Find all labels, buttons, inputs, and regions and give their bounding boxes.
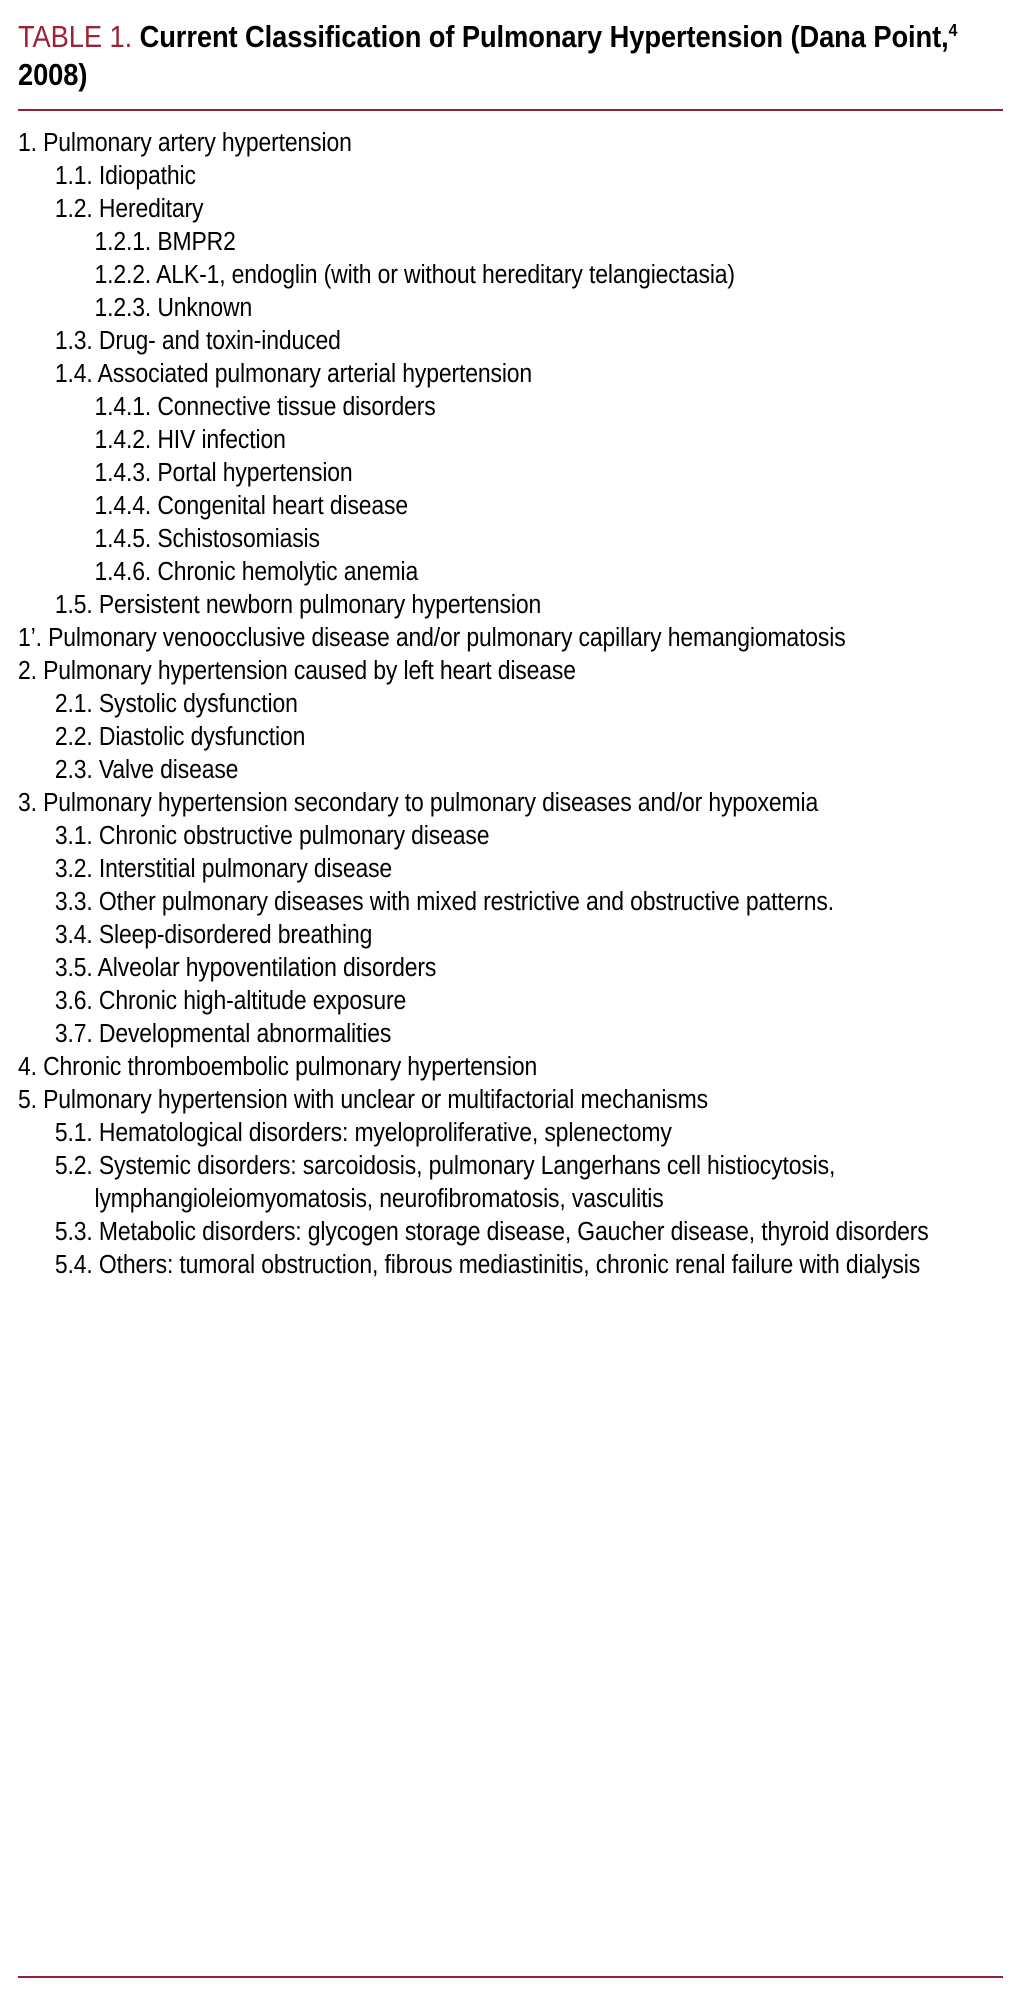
- classification-row: [18, 1249, 1002, 1282]
- classification-row: [18, 622, 1002, 655]
- classification-row: [18, 820, 1002, 853]
- classification-row-number: 5.2.: [54, 1152, 93, 1181]
- classification-row-label: Unknown: [151, 293, 253, 322]
- classification-row: [18, 1150, 1002, 1216]
- classification-row-number: 1.4.6.: [94, 558, 152, 587]
- classification-row-number: 1.5.: [54, 591, 93, 620]
- classification-row: [18, 193, 1002, 226]
- classification-row-number: 3.5.: [54, 954, 93, 983]
- classification-row-number: 3.3.: [54, 888, 93, 917]
- classification-row: [18, 1117, 1002, 1150]
- classification-row-content: [18, 985, 1020, 1018]
- classification-row-label: Hereditary: [92, 194, 204, 223]
- classification-row-label: Systolic dysfunction: [92, 690, 298, 719]
- classification-row-content: [18, 1051, 1020, 1084]
- classification-row-content: [18, 226, 1020, 259]
- classification-row-content: [18, 853, 1020, 886]
- classification-row-content: [18, 655, 1020, 688]
- classification-row-number: 3.7.: [54, 1020, 93, 1049]
- classification-row-label: Other pulmonary diseases with mixed restrictive and obstructive patterns.: [92, 888, 834, 917]
- classification-row: [18, 325, 1002, 358]
- classification-row-content: [18, 391, 1020, 424]
- classification-row-content: [18, 193, 1020, 226]
- classification-row-content: [18, 886, 1020, 919]
- classification-row-content: [18, 127, 1020, 160]
- classification-row: [18, 127, 1002, 160]
- classification-row-number: 1.: [18, 128, 37, 157]
- classification-row-number: 4.: [18, 1053, 37, 1082]
- classification-row: [18, 1051, 1002, 1084]
- classification-row-number: 1.4.4.: [94, 492, 152, 521]
- table-title-part-1: [18, 20, 957, 92]
- classification-row-content: [18, 457, 1020, 490]
- classification-row-number: 5.: [18, 1086, 37, 1115]
- classification-row-label: Chronic thromboembolic pulmonary hypertension: [36, 1053, 538, 1082]
- classification-row-number: 2.3.: [54, 756, 93, 785]
- classification-row-number: 1.1.: [54, 161, 93, 190]
- classification-row-label: Drug- and toxin-induced: [92, 326, 341, 355]
- classification-row: [18, 688, 1002, 721]
- classification-row: [18, 292, 1002, 325]
- classification-row-number: 5.4.: [54, 1251, 93, 1280]
- classification-row: [18, 952, 1002, 985]
- classification-row-content: [18, 688, 1020, 721]
- classification-row-label: Congenital heart disease: [151, 492, 409, 521]
- classification-row-content: [18, 721, 1020, 754]
- classification-row-content: [18, 160, 1020, 193]
- classification-row-content: [18, 1117, 1020, 1150]
- classification-row-label: Pulmonary hypertension secondary to pulmonary diseases and/or hypoxemia: [36, 789, 819, 818]
- classification-row: [18, 490, 1002, 523]
- classification-row-content: [18, 358, 1020, 391]
- classification-row: [18, 1216, 1002, 1249]
- classification-row-label: Metabolic disorders: glycogen storage disease, Gaucher disease, thyroid disorders: [92, 1218, 929, 1247]
- classification-row-label: Interstitial pulmonary disease: [92, 855, 393, 884]
- classification-row-number: 1.4.2.: [94, 425, 152, 454]
- classification-row-label: ALK-1, endoglin (with or without hereditary telangiectasia): [151, 260, 735, 289]
- classification-row-label: Valve disease: [92, 756, 239, 785]
- classification-row-number: 1’.: [18, 624, 42, 653]
- classification-row-label: Diastolic dysfunction: [92, 723, 306, 752]
- classification-row-content: [18, 589, 1020, 622]
- classification-row: [18, 523, 1002, 556]
- classification-row: [18, 787, 1002, 820]
- classification-row-label: Others: tumoral obstruction, fibrous mediastinitis, chronic renal failure with dialysis: [92, 1251, 921, 1280]
- classification-row-number: 3.1.: [54, 822, 93, 851]
- classification-row-label: Chronic hemolytic anemia: [151, 558, 419, 587]
- table-caption-text: [18, 18, 1002, 95]
- classification-row-label: Chronic obstructive pulmonary disease: [92, 822, 490, 851]
- classification-row-label: Pulmonary venoocclusive disease and/or pulmonary capillary hemangiomatosis: [41, 624, 846, 653]
- classification-outline: [18, 127, 1002, 1283]
- table-caption: [18, 0, 1002, 95]
- classification-row-number: 5.1.: [54, 1119, 93, 1148]
- classification-row: [18, 721, 1002, 754]
- classification-row-content: [18, 325, 1020, 358]
- classification-row: [18, 886, 1002, 919]
- footer-divider-rule: [18, 1976, 1003, 1978]
- classification-row-content: [18, 1249, 1020, 1282]
- classification-row-number: 1.4.5.: [94, 525, 152, 554]
- classification-row-content: [18, 952, 1020, 985]
- classification-row-content: [18, 292, 1020, 325]
- table-title-text-after-ref: 2008): [18, 58, 88, 93]
- classification-row-number: 3.6.: [54, 987, 93, 1016]
- classification-row: [18, 589, 1002, 622]
- classification-row-content: [18, 754, 1020, 787]
- classification-row-content: [18, 1150, 1020, 1216]
- classification-row-label: Developmental abnormalities: [92, 1020, 392, 1049]
- classification-row-content: [18, 556, 1020, 589]
- classification-row-label: Pulmonary hypertension with unclear or multifactorial mechanisms: [36, 1086, 708, 1115]
- classification-row: [18, 391, 1002, 424]
- classification-row: [18, 1084, 1002, 1117]
- classification-row-label: HIV infection: [151, 425, 286, 454]
- classification-row-number: 3.: [18, 789, 37, 818]
- classification-row-label: Systemic disorders: sarcoidosis, pulmonary Langerhans cell histiocytosis, lymphangioleiomyomatosis, neurofibromatosis, vasculitis: [92, 1152, 836, 1214]
- classification-row-content: [18, 820, 1020, 853]
- classification-row-content: [18, 523, 1020, 556]
- classification-row-content: [18, 1018, 1020, 1051]
- classification-row-label: Alveolar hypoventilation disorders: [92, 954, 437, 983]
- classification-row: [18, 259, 1002, 292]
- classification-row-number: 3.2.: [54, 855, 93, 884]
- classification-row-number: 2.1.: [54, 690, 93, 719]
- classification-row-content: [18, 787, 1020, 820]
- classification-row-number: 1.4.3.: [94, 459, 152, 487]
- classification-row-number: 1.2.: [54, 194, 93, 223]
- classification-row-content: [18, 259, 1020, 292]
- classification-row-content: [18, 490, 1020, 523]
- classification-row-label: Schistosomiasis: [151, 525, 320, 554]
- classification-row-number: 1.3.: [54, 326, 93, 355]
- classification-row-content: [18, 424, 1020, 457]
- classification-row: [18, 556, 1002, 589]
- classification-row: [18, 226, 1002, 259]
- classification-row-number: 2.: [18, 657, 37, 686]
- classification-row-label: BMPR2: [151, 227, 236, 256]
- classification-row-number: 5.3.: [54, 1218, 93, 1247]
- table-title-text-before-ref: Current Classification of Pulmonary Hypertension (Dana Point,: [139, 20, 949, 54]
- classification-row: [18, 457, 1002, 490]
- classification-row-label: Chronic high-altitude exposure: [92, 987, 407, 1016]
- table-number-label: TABLE 1.: [18, 20, 133, 54]
- classification-row: [18, 919, 1002, 952]
- classification-row-number: 1.2.3.: [94, 293, 152, 322]
- classification-row-label: Portal hypertension: [151, 459, 353, 487]
- classification-row-content: [18, 622, 1020, 655]
- classification-row: [18, 424, 1002, 457]
- classification-row: [18, 160, 1002, 193]
- classification-row-label: Pulmonary artery hypertension: [36, 128, 352, 157]
- classification-row-label: Associated pulmonary arterial hypertension: [92, 359, 533, 388]
- classification-row-number: 1.2.2.: [94, 260, 152, 289]
- classification-row: [18, 853, 1002, 886]
- classification-row: [18, 985, 1002, 1018]
- classification-row: [18, 754, 1002, 787]
- classification-row-label: Sleep-disordered breathing: [92, 921, 373, 950]
- classification-row-number: 1.2.1.: [94, 227, 152, 256]
- classification-row: [18, 655, 1002, 688]
- classification-row-number: 2.2.: [54, 723, 93, 752]
- reference-superscript: 4: [948, 19, 958, 40]
- classification-row-label: Connective tissue disorders: [151, 392, 436, 421]
- classification-row: [18, 1018, 1002, 1051]
- classification-row-label: Pulmonary hypertension caused by left heart disease: [36, 657, 576, 686]
- classification-row-content: [18, 1084, 1020, 1117]
- classification-row-number: 1.4.: [54, 359, 93, 388]
- classification-row-number: 1.4.1.: [94, 392, 152, 421]
- classification-row-label: Persistent newborn pulmonary hypertension: [92, 591, 542, 620]
- classification-row-label: Idiopathic: [92, 161, 196, 190]
- classification-row-content: [18, 1216, 1020, 1249]
- header-divider-rule: [18, 109, 1003, 111]
- classification-row-label: Hematological disorders: myeloproliferative, splenectomy: [92, 1119, 672, 1148]
- classification-row: [18, 358, 1002, 391]
- classification-row-content: [18, 919, 1020, 952]
- classification-row-number: 3.4.: [54, 921, 93, 950]
